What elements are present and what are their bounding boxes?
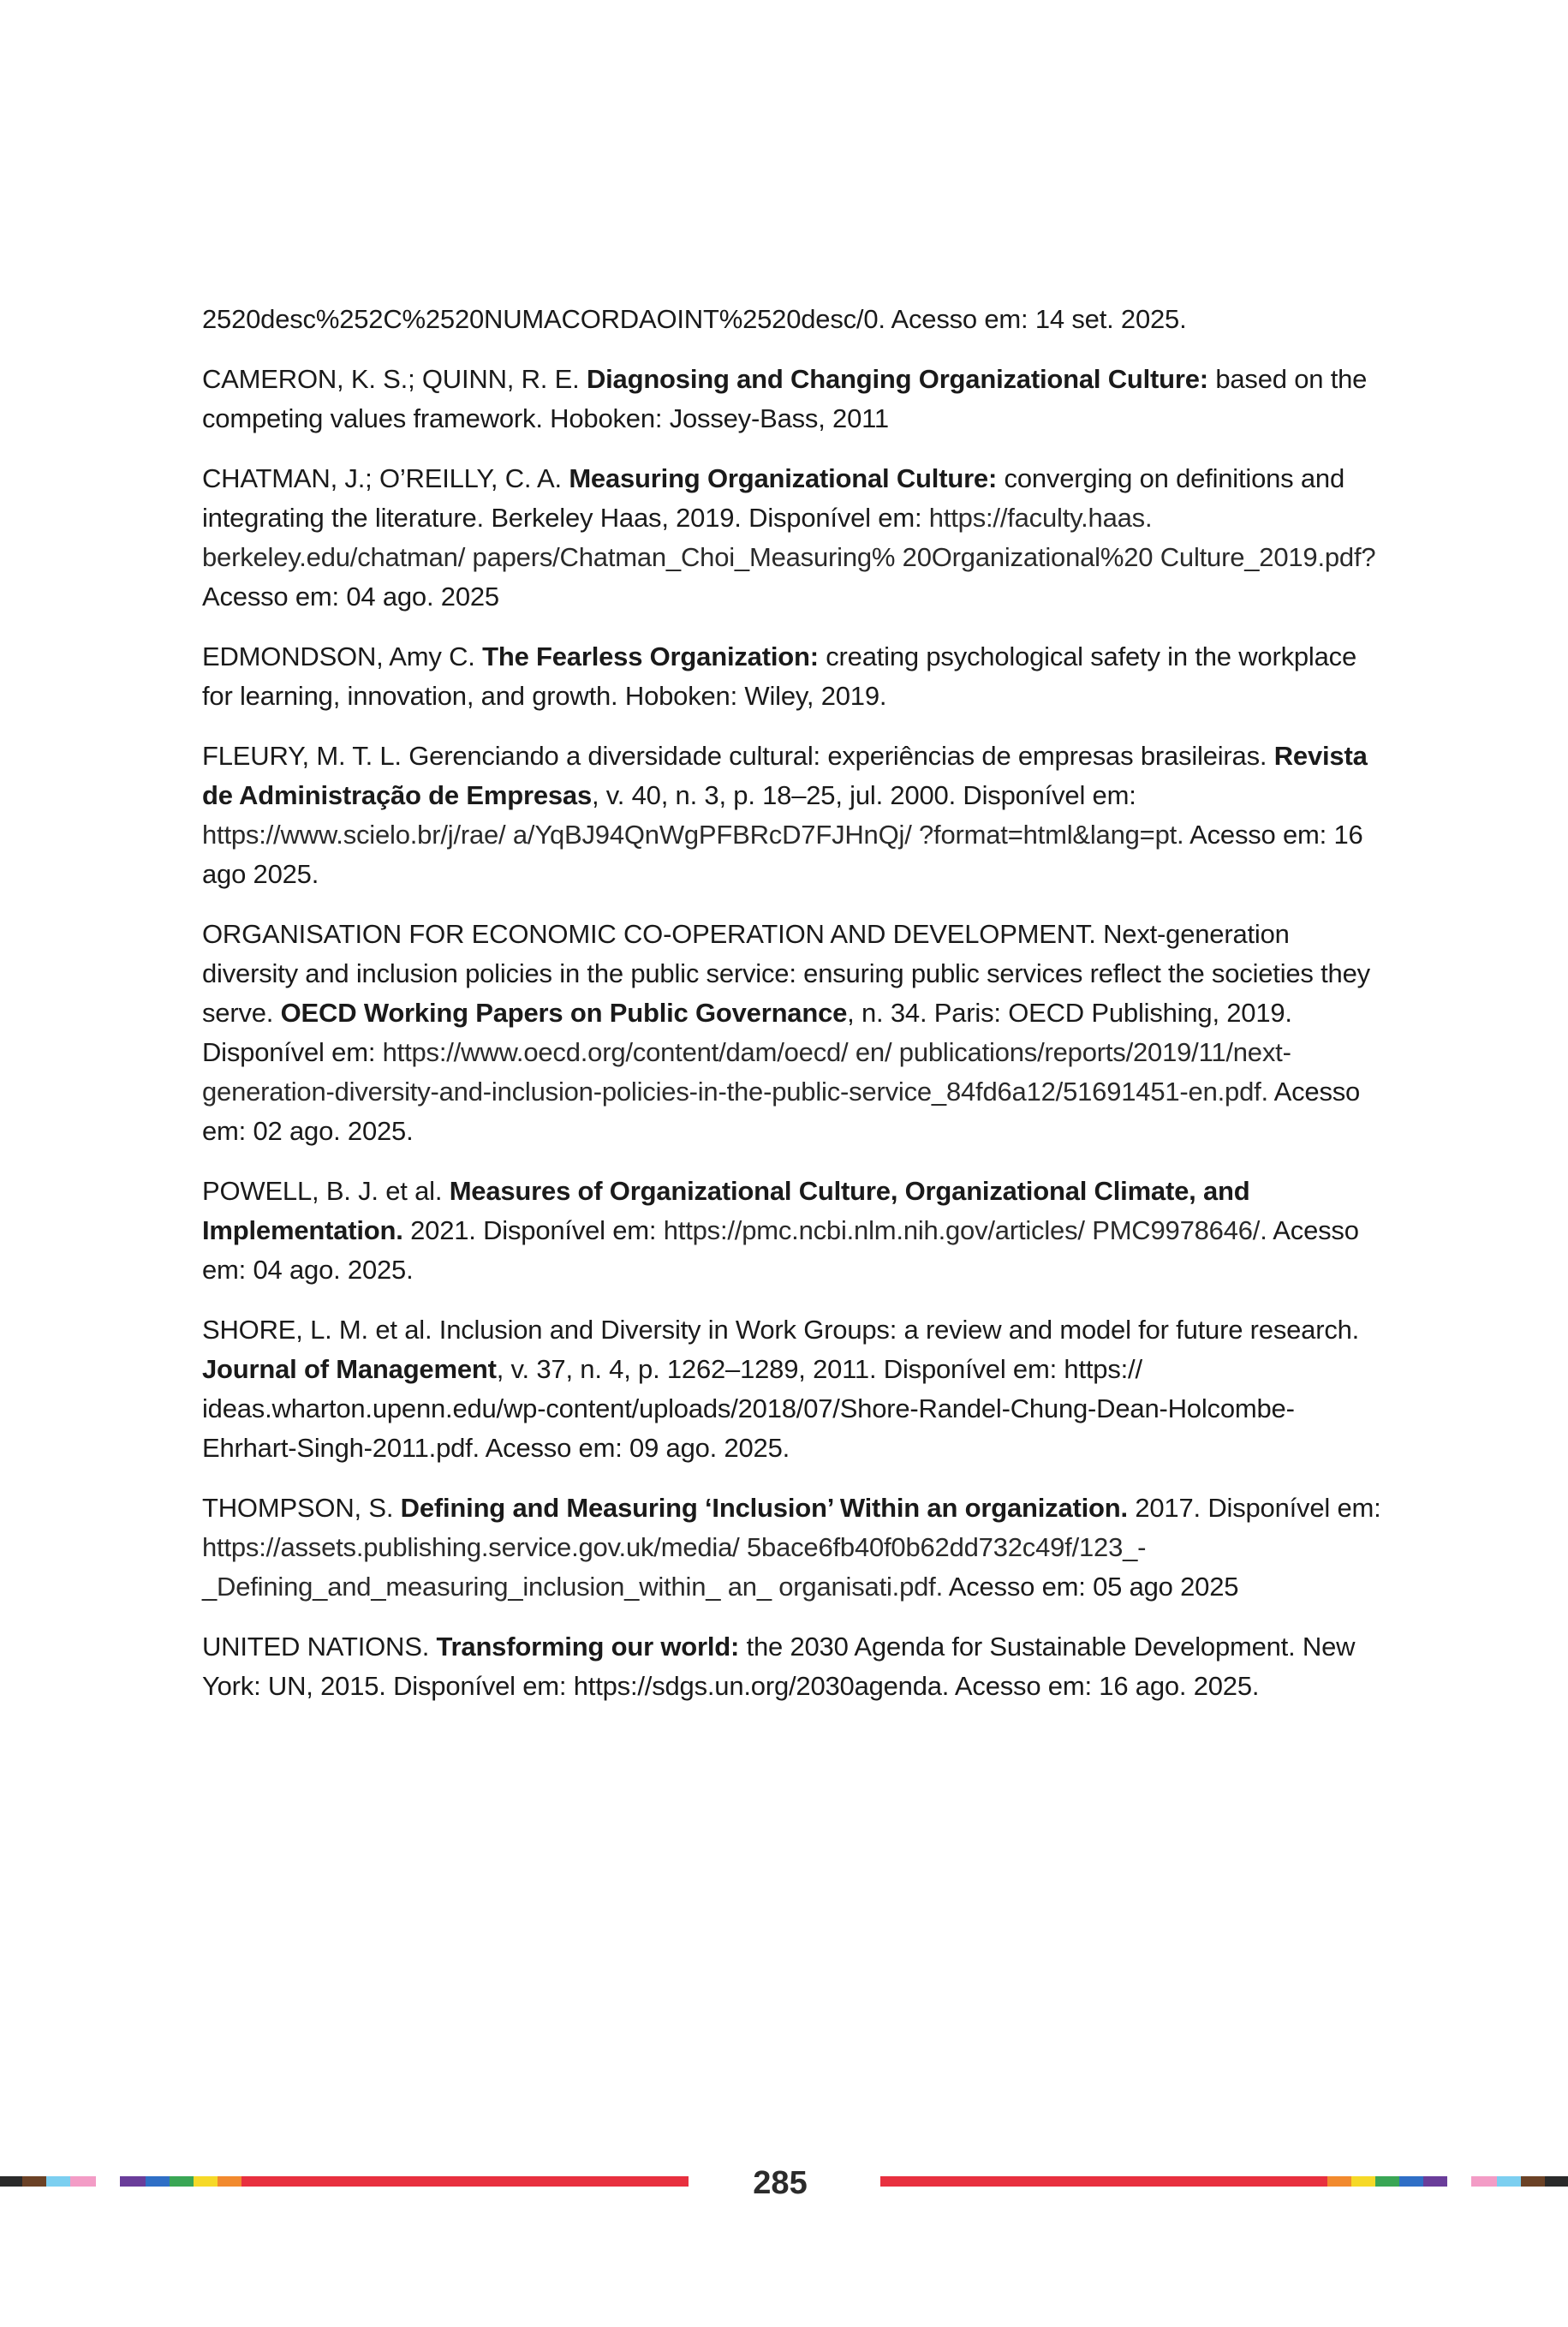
reference-title: Journal of Management (202, 1354, 497, 1384)
stripe-pink-right (1471, 2176, 1497, 2187)
stripe-lightblue-left (46, 2176, 70, 2187)
reference-title: Revista de Administração de Empresas (202, 741, 1368, 810)
reference-entry-un (202, 1627, 1384, 1706)
reference-text: 2520desc%252C%2520NUMACORDAOINT%2520desc/0. Acesso em: 14 set. 2025. (202, 304, 1187, 334)
reference-url: https://pmc.ncbi.nlm.nih.gov/articles/ PMC9978646/. (663, 1215, 1267, 1245)
stripe-red-right (880, 2176, 1327, 2187)
reference-text: 2021. Disponível em: (402, 1215, 664, 1245)
stripe-purple-left (120, 2176, 146, 2187)
stripe-yellow-right (1351, 2176, 1375, 2187)
reference-text: Acesso em: 16 ago 2025. (202, 820, 1363, 889)
reference-title: Measuring Organizational Culture: (569, 463, 998, 493)
page-footer (0, 2165, 1568, 2201)
stripe-yellow-left (194, 2176, 218, 2187)
reference-entry-cameron (202, 360, 1384, 439)
reference-text: ORGANISATION FOR ECONOMIC CO-OPERATION AND DEVELOPMENT. Next-generation diversity and inclusion policies in the public service: ensuring public services reflect the societies they serve. (202, 919, 1370, 1028)
stripe-black-left (0, 2176, 22, 2187)
stripe-black-right (1545, 2176, 1568, 2187)
reference-entry-oecd (202, 915, 1384, 1151)
stripe-lightblue-right (1497, 2176, 1521, 2187)
reference-text: , v. 37, n. 4, p. 1262–1289, 2011. Disponível em: https:// ideas.wharton.upenn.edu/wp-content/uploads/2018/07/Shore-Randel-Chung-Dean-Holcombe-Ehrhart-Singh-2011.pdf. Acesso em: 09 ago. 2025. (202, 1354, 1295, 1463)
reference-text: SHORE, L. M. et al. Inclusion and Diversity in Work Groups: a review and model for future research. (202, 1315, 1360, 1345)
reference-text: CAMERON, K. S.; QUINN, R. E. (202, 364, 587, 394)
reference-text: 2017. Disponível em: (1127, 1493, 1381, 1523)
reference-entry-chatman (202, 459, 1384, 617)
reference-entry-edmondson (202, 637, 1384, 716)
stripe-orange-left (218, 2176, 241, 2187)
reference-entry-oct (202, 300, 1384, 339)
reference-text: CHATMAN, J.; O’REILLY, C. A. (202, 463, 569, 493)
reference-text: Acesso em: 04 ago. 2025 (202, 582, 499, 612)
reference-text: Acesso em: 04 ago. 2025. (202, 1215, 1359, 1285)
reference-title: Defining and Measuring ‘Inclusion’ Within an organization. (400, 1493, 1128, 1523)
reference-entry-fleury (202, 737, 1384, 894)
reference-text: converging on definitions and integrating the literature. Berkeley Haas, 2019. Disponível em: (202, 463, 1345, 533)
stripe-pink-left (70, 2176, 96, 2187)
reference-text: creating psychological safety in the workplace for learning, innovation, and growth. Hoboken: Wiley, 2019. (202, 641, 1356, 711)
reference-text: POWELL, B. J. et al. (202, 1176, 450, 1206)
reference-entry-powell (202, 1172, 1384, 1290)
reference-entry-thompson (202, 1489, 1384, 1607)
reference-text: FLEURY, M. T. L. Gerenciando a diversidade cultural: experiências de empresas brasileiras. (202, 741, 1274, 771)
stripe-purple-right (1423, 2176, 1447, 2187)
stripe-green-right (1375, 2176, 1399, 2187)
reference-text: UNITED NATIONS. (202, 1632, 437, 1662)
reference-text: Acesso em: 05 ago 2025 (943, 1572, 1239, 1602)
reference-text: , n. 34. Paris: OECD Publishing, 2019. Disponível em: (202, 998, 1292, 1067)
reference-entry-shore (202, 1310, 1384, 1468)
stripe-red-left (241, 2176, 689, 2187)
reference-text: the 2030 Agenda for Sustainable Development. New York: UN, 2015. Disponível em: https://sdgs.un.org/2030agenda. Acesso em: 16 ago. 2025. (202, 1632, 1356, 1701)
reference-title: The Fearless Organization: (482, 641, 819, 671)
reference-text: THOMPSON, S. (202, 1493, 401, 1523)
stripe-green-left (170, 2176, 194, 2187)
reference-text: EDMONDSON, Amy C. (202, 641, 483, 671)
reference-text: based on the competing values framework. Hoboken: Jossey-Bass, 2011 (202, 364, 1368, 433)
reference-title: Diagnosing and Changing Organizational Culture: (586, 364, 1208, 394)
stripe-blue-left (146, 2176, 170, 2187)
reference-url: https://www.oecd.org/content/dam/oecd/ en/ publications/reports/2019/11/next-generation-diversity-and-inclusion-policies-in-the-public-service_84fd6a12/51691451-en.pdf. (202, 1037, 1291, 1107)
reference-text: , v. 40, n. 3, p. 18–25, jul. 2000. Disponível em: (591, 780, 1136, 810)
stripe-brown-right (1521, 2176, 1545, 2187)
stripe-blue-right (1399, 2176, 1423, 2187)
reference-title: Transforming our world: (436, 1632, 740, 1662)
reference-url: https://www.scielo.br/j/rae/ a/YqBJ94QnWgPFBRcD7FJHnQj/ ?format=html&lang=pt. (202, 820, 1184, 850)
reference-title: Measures of Organizational Culture, Organizational Climate, and Implementation. (202, 1176, 1250, 1245)
stripe-brown-left (22, 2176, 46, 2187)
reference-list (202, 300, 1384, 1727)
reference-title: OECD Working Papers on Public Governance (280, 998, 848, 1028)
reference-url: https://assets.publishing.service.gov.uk/media/ 5bace6fb40f0b62dd732c49f/123_-_Defining_and_measuring_inclusion_within_ an_ organisati.pdf. (202, 1532, 1147, 1602)
reference-url: https://faculty.haas. berkeley.edu/chatman/ papers/Chatman_Choi_Measuring% 20Organizational%20 Culture_2019.pdf? (202, 503, 1376, 572)
page-number: 285 (753, 2165, 808, 2201)
reference-text: Acesso em: 02 ago. 2025. (202, 1077, 1361, 1146)
stripe-orange-right (1327, 2176, 1351, 2187)
